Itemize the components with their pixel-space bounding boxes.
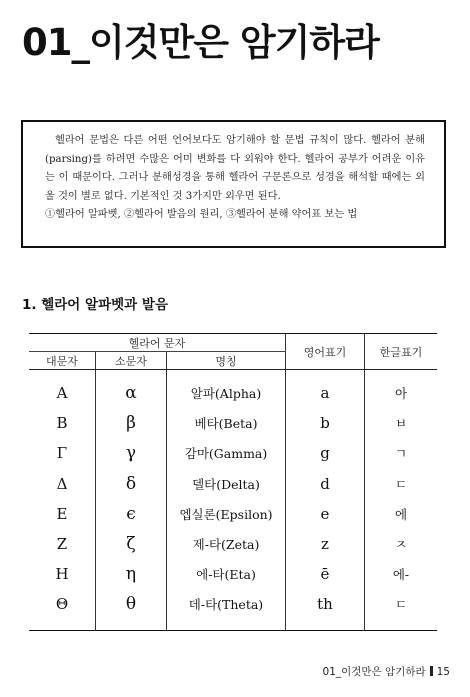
cell-lower: θ [96, 589, 167, 630]
cell-korean: 아 [394, 386, 408, 402]
table-row [29, 529, 437, 559]
table-row [29, 408, 437, 438]
col-header-english: 영어표기 [286, 334, 365, 370]
cell-english: ē [286, 559, 365, 589]
cell-name: 베타(Beta) [167, 408, 286, 438]
cell-korean: ㄷ [394, 476, 408, 492]
cell-lower: δ [96, 469, 167, 499]
col-header-upper: 대문자 [29, 352, 96, 370]
group-header-greek-letters: 헬라어 문자 [29, 334, 286, 352]
cell-name: 에-타(Eta) [167, 559, 286, 589]
cell-korean: ㄷ [394, 597, 408, 613]
cell-english: z [286, 529, 365, 559]
cell-name: 제-타(Zeta) [167, 529, 286, 559]
col-header-lower: 소문자 [96, 352, 167, 370]
section-heading: 1. 헬라어 알파벳과 발음 [22, 297, 168, 313]
cell-lower: γ [96, 438, 167, 468]
col-header-name: 명칭 [167, 352, 286, 370]
footer-separator-bar [430, 666, 433, 676]
cell-upper: Γ [29, 438, 96, 468]
table-row [29, 559, 437, 589]
cell-lower: η [96, 559, 167, 589]
col-header-korean: 한글표기 [365, 334, 438, 370]
intro-text-block [45, 132, 425, 225]
cell-korean: ㅂ [394, 416, 408, 432]
table-row [29, 438, 437, 468]
chapter-title: 01_이것만은 암기하라 [22, 21, 379, 64]
cell-lower: ϵ [96, 499, 167, 529]
running-title: 01_이것만은 암기하라 [322, 666, 426, 678]
intro-list-line: ①헬라어 알파벳, ②헬라어 발음의 원리, ③헬라어 분해 약어표 보는 법 [45, 209, 358, 221]
cell-english: a [286, 370, 365, 409]
cell-korean: 에- [392, 567, 410, 583]
table-row [29, 370, 437, 409]
cell-upper: Θ [29, 589, 96, 630]
cell-english: th [286, 589, 365, 630]
cell-korean: 에 [394, 506, 408, 522]
cell-lower: β [96, 408, 167, 438]
cell-name: 알파(Alpha) [167, 370, 286, 409]
cell-upper: Η [29, 559, 96, 589]
page-number: 15 [436, 666, 450, 678]
table-header-row [29, 334, 437, 352]
alphabet-table [29, 333, 437, 631]
intro-paragraph: 헬라어 문법은 다른 어떤 언어보다도 암기해야 할 문법 규칙이 많다. 헬라어 분해(parsing)를 하려면 수많은 어미 변화를 다 외워야 한다. 헬라어 공부가 어려운 이유는 이 때문이다. 그러나 분해성경을 통해 헬라어 구문론으로 성경을 해석할 때에는 외울 것이 별로 없다. 기본적인 것 3가지만 외우면 된다. [45, 135, 425, 202]
cell-korean: ㅈ [394, 537, 408, 553]
cell-lower: ζ [96, 529, 167, 559]
page-footer [323, 664, 450, 679]
cell-english: e [286, 499, 365, 529]
cell-upper: Α [29, 370, 96, 409]
cell-upper: Β [29, 408, 96, 438]
cell-upper: Ζ [29, 529, 96, 559]
cell-korean: ㄱ [394, 446, 408, 462]
cell-name: 데-타(Theta) [167, 589, 286, 630]
cell-upper: Δ [29, 469, 96, 499]
cell-english: b [286, 408, 365, 438]
cell-english: g [286, 438, 365, 468]
cell-english: d [286, 469, 365, 499]
intro-box [21, 120, 446, 248]
table-row [29, 469, 437, 499]
cell-name: 감마(Gamma) [167, 438, 286, 468]
table-row [29, 499, 437, 529]
cell-name: 델타(Delta) [167, 469, 286, 499]
cell-name: 엡실론(Epsilon) [167, 499, 286, 529]
cell-upper: Ε [29, 499, 96, 529]
table-row [29, 589, 437, 630]
cell-lower: α [96, 370, 167, 409]
